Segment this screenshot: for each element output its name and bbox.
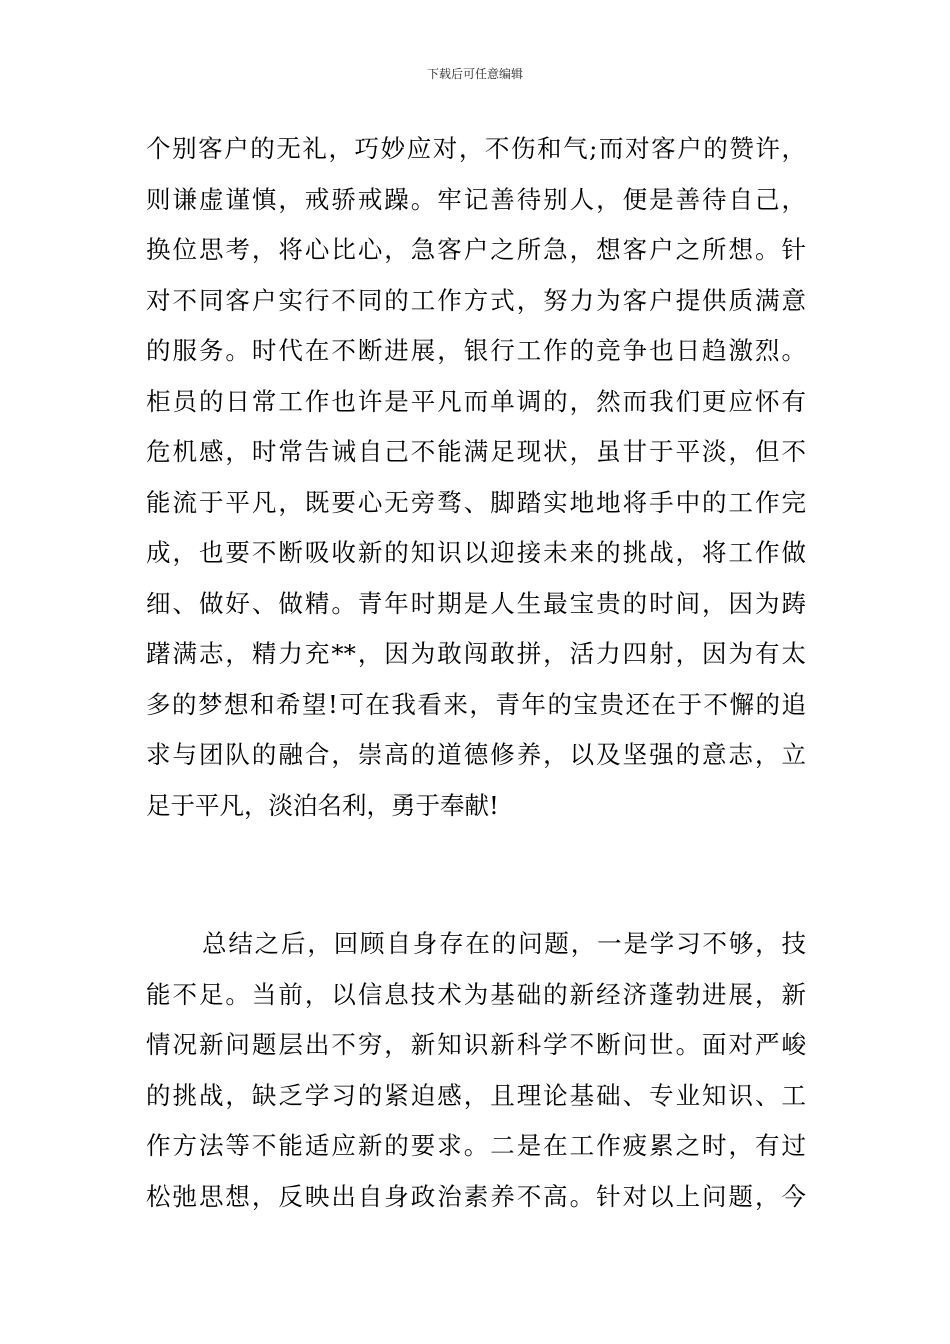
text-line: 足于平凡，淡泊名利，勇于奉献! xyxy=(146,790,499,820)
text-line: 的挑战，缺乏学习的紧迫感，且理论基础、专业知识、工 xyxy=(146,1080,806,1110)
text-line: 细、做好、做精。青年时期是人生最宝贵的时间，因为踌 xyxy=(146,588,806,618)
text-line: 对不同客户实行不同的工作方式，努力为客户提供质满意 xyxy=(146,285,806,315)
text-line: 总结之后，回顾自身存在的问题，一是学习不够，技 xyxy=(202,929,806,958)
paragraph-2 xyxy=(146,919,806,1222)
text-line: 作方法等不能适应新的要求。二是在工作疲累之时，有过 xyxy=(146,1131,806,1160)
text-line: 柜员的日常工作也许是平凡而单调的，然而我们更应怀有 xyxy=(146,386,806,416)
text-line: 情况新问题层出不穷，新知识新科学不断问世。面对严峻 xyxy=(146,1030,806,1059)
text-line: 多的梦想和希望!可在我看来，青年的宝贵还在于不懈的追 xyxy=(146,689,806,719)
text-line: 则谦虚谨慎，戒骄戒躁。牢记善待别人，便是善待自己， xyxy=(146,184,806,214)
text-line: 能不足。当前，以信息技术为基础的新经济蓬勃进展，新 xyxy=(146,979,806,1009)
paragraph-1 xyxy=(146,124,806,831)
text-line: 能流于平凡，既要心无旁骛、脚踏实地地将手中的工作完 xyxy=(146,487,806,517)
text-line: 成，也要不断吸收新的知识以迎接未来的挑战，将工作做 xyxy=(146,538,806,567)
text-line: 个别客户的无礼，巧妙应对，不伤和气;而对客户的赞许， xyxy=(146,134,806,163)
text-line: 求与团队的融合，崇高的道德修养，以及坚强的意志，立 xyxy=(146,740,806,769)
text-line: 躇满志，精力充**，因为敢闯敢拼，活力四射，因为有太 xyxy=(146,639,806,668)
text-line: 换位思考，将心比心，急客户之所急，想客户之所想。针 xyxy=(146,235,806,264)
page-header: 下载后可任意编辑 xyxy=(426,67,523,81)
text-line: 的服务。时代在不断进展，银行工作的竞争也日趋激烈。 xyxy=(146,336,806,365)
text-line: 危机感，时常告诫自己不能满足现状，虽甘于平淡，但不 xyxy=(146,437,806,466)
text-line: 松弛思想，反映出自身政治素养不高。针对以上问题，今 xyxy=(146,1181,806,1211)
